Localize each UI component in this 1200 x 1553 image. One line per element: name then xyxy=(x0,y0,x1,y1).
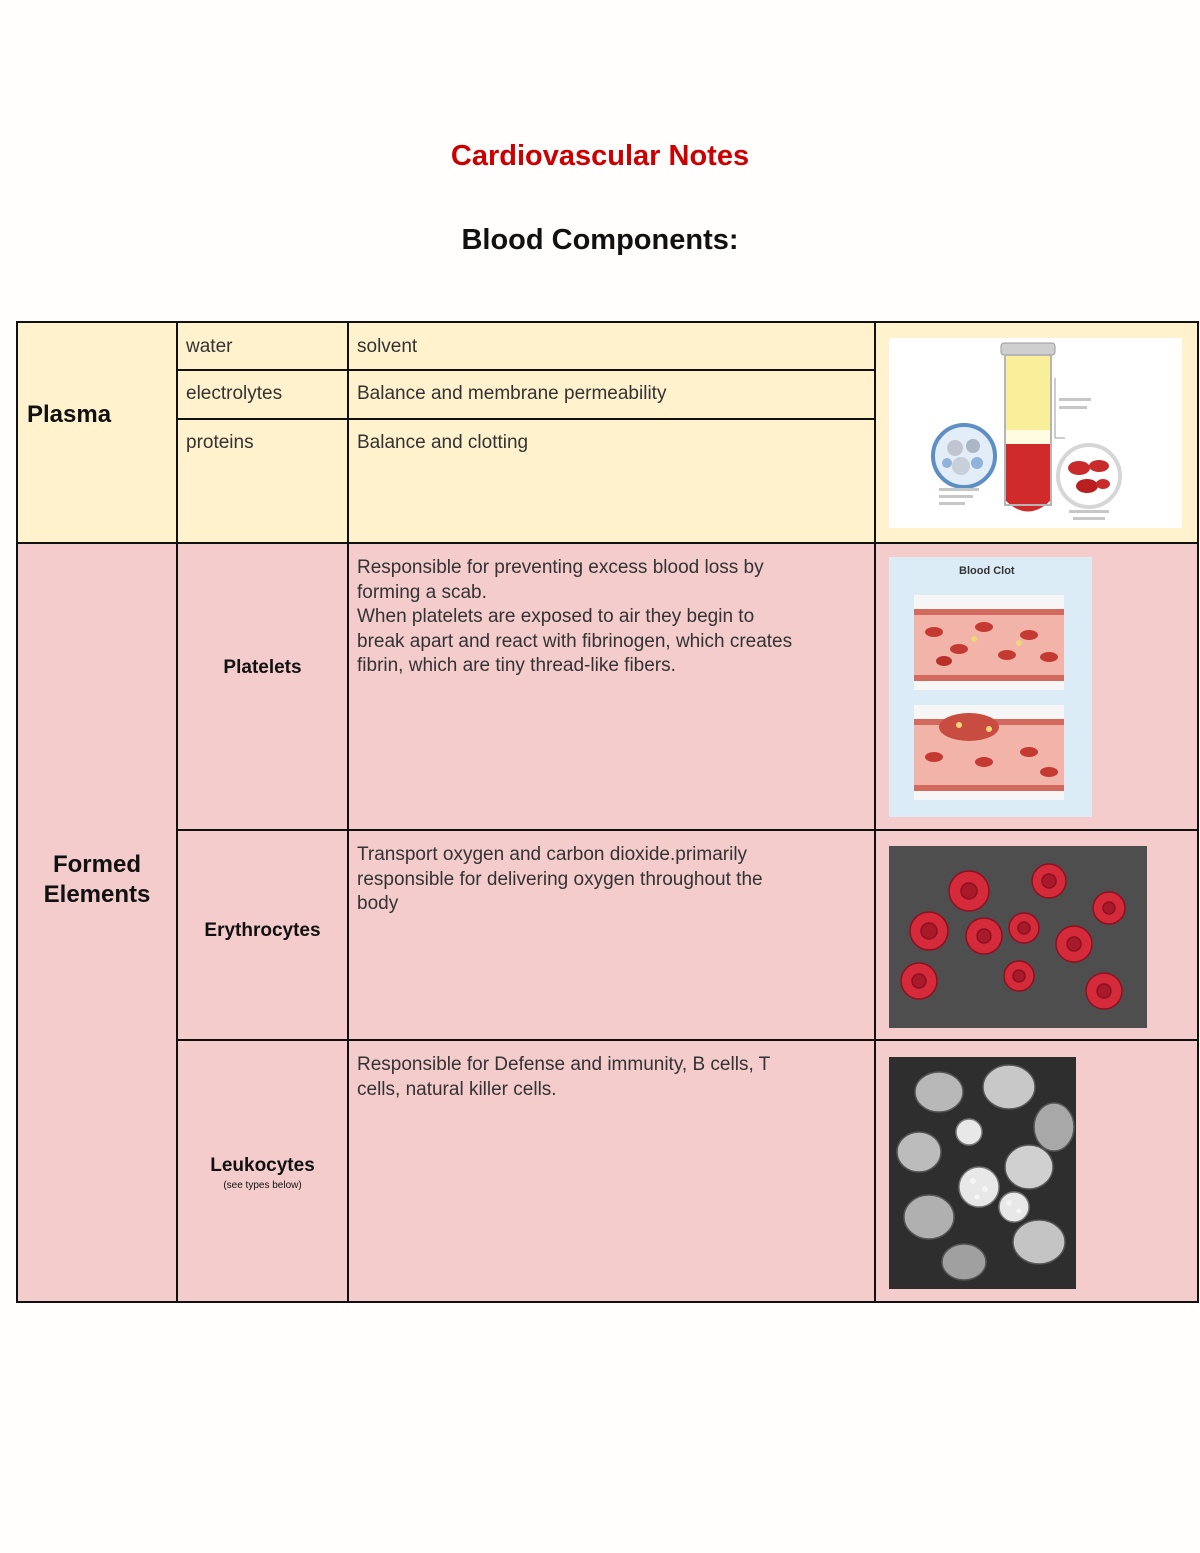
leukocytes-name-cell xyxy=(176,1039,349,1303)
formed-label-line2: Elements xyxy=(43,881,151,908)
erythrocytes-name-cell xyxy=(176,829,349,1041)
leukocytes-description xyxy=(349,1041,874,1102)
leukocytes-label: Leukocytes xyxy=(210,1155,315,1176)
erythrocytes-description-cell xyxy=(347,829,876,1041)
plasma-test-tube-illustration xyxy=(889,338,1182,528)
red-blood-cells-micrograph xyxy=(889,846,1147,1028)
leukocytes-note: (see types below) xyxy=(223,1180,302,1191)
description-line: break apart and react with fibrinogen, which creates xyxy=(357,630,793,652)
plasma-label: Plasma xyxy=(27,401,112,428)
plasma-row-proteins-function xyxy=(347,418,876,544)
plasma-row-electrolytes-component xyxy=(176,369,349,420)
platelets-name-cell xyxy=(176,542,349,831)
component-text: proteins xyxy=(186,432,254,453)
plasma-label-cell xyxy=(16,321,178,544)
section-heading: Blood Components: xyxy=(461,224,739,256)
component-text: water xyxy=(186,336,233,357)
description-line: fibrin, which are tiny thread-like fibers. xyxy=(357,655,676,676)
plasma-row-water-function xyxy=(347,321,876,371)
plasma-row-water-component xyxy=(176,321,349,371)
white-blood-cells-micrograph xyxy=(889,1057,1076,1289)
description-line: cells, natural killer cells. xyxy=(357,1078,557,1100)
erythrocytes-description xyxy=(349,831,874,917)
description-line: forming a scab. xyxy=(357,581,487,603)
leukocytes-description-cell xyxy=(347,1039,876,1303)
platelets-description xyxy=(349,544,874,679)
description-line: Transport oxygen and carbon dioxide.primarily xyxy=(357,844,748,865)
description-line: Responsible for preventing excess blood loss by xyxy=(357,557,764,578)
blood-clot-illustration xyxy=(889,557,1092,817)
function-text: Balance and clotting xyxy=(357,432,529,453)
description-line: Responsible for Defense and immunity, B cells, T xyxy=(357,1054,771,1075)
formed-label-line1: Formed xyxy=(52,851,141,878)
platelets-label: Platelets xyxy=(223,657,302,678)
function-text: solvent xyxy=(357,336,418,357)
leukocytes-image-cell xyxy=(874,1039,1199,1303)
erythrocytes-label: Erythrocytes xyxy=(204,920,321,941)
formed-elements-label-cell xyxy=(16,542,178,1303)
description-line: body xyxy=(357,893,399,914)
platelets-image-cell xyxy=(874,542,1199,831)
function-text: Balance and membrane permeability xyxy=(357,383,667,404)
erythrocytes-image-cell xyxy=(874,829,1199,1041)
plasma-row-proteins-component xyxy=(176,418,349,544)
description-line: When platelets are exposed to air they begin to xyxy=(357,606,755,627)
blood-components-table xyxy=(16,321,1199,1303)
page-title: Cardiovascular Notes xyxy=(450,140,750,172)
platelets-description-cell xyxy=(347,542,876,831)
plasma-image-cell xyxy=(874,321,1199,544)
description-line: responsible for delivering oxygen throughout the xyxy=(357,868,763,890)
plasma-row-electrolytes-function xyxy=(347,369,876,420)
formed-elements-label xyxy=(18,850,176,910)
svg-text:Blood Clot: Blood Clot xyxy=(959,565,1015,577)
component-text: electrolytes xyxy=(186,383,283,404)
